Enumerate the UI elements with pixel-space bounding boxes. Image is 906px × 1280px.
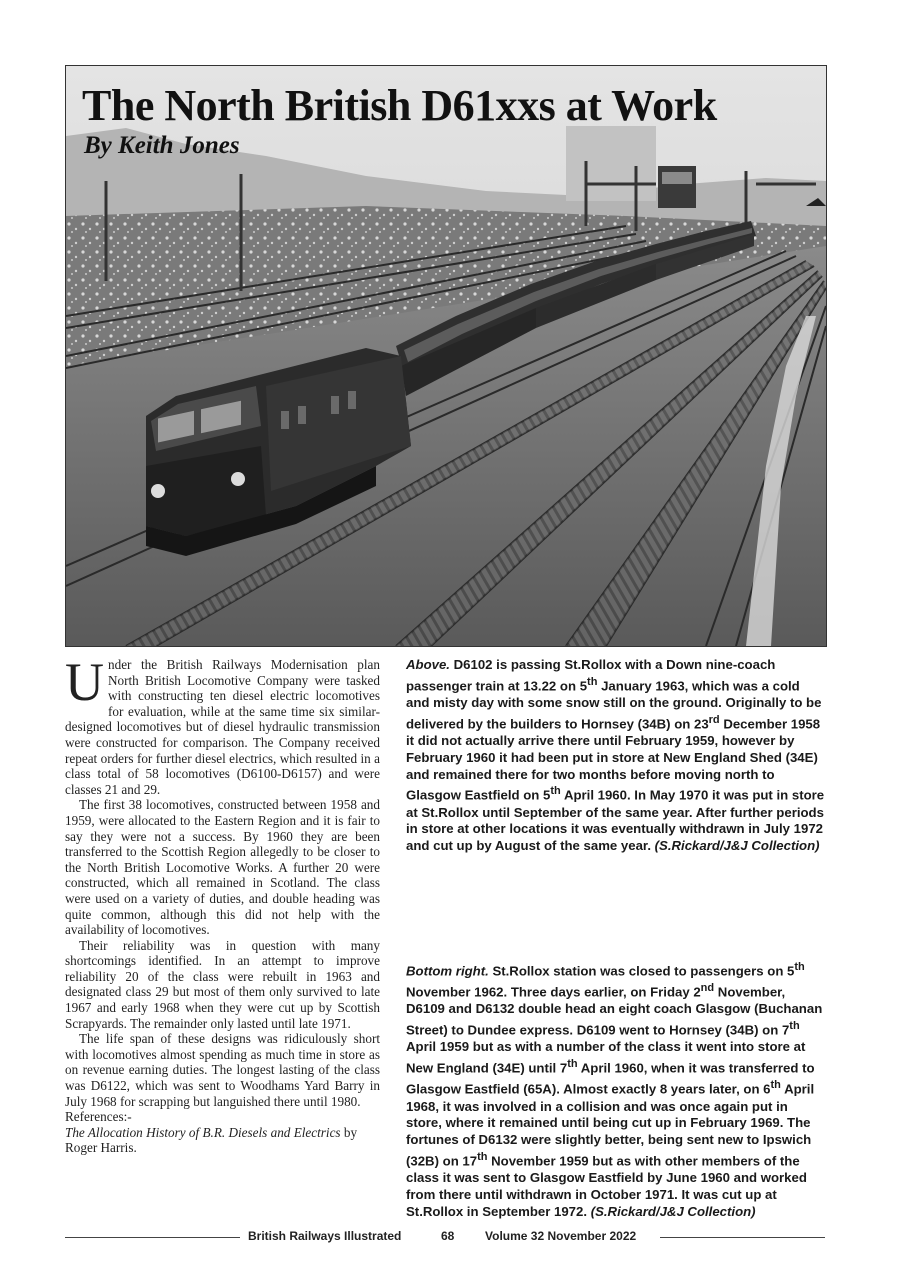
caption-above-part: January 1963, which was a cold and misty day with some snow still on the ground. Originally to be delivered by the builders to Hornsey (34B) on 23 xyxy=(406,678,822,732)
footer-rule-right xyxy=(660,1237,825,1238)
ordinal-suffix: th xyxy=(794,961,805,973)
ordinal-suffix: th xyxy=(770,1079,781,1092)
ordinal-suffix: th xyxy=(789,1020,800,1033)
article-title: The North British D61xxs at Work xyxy=(82,81,717,130)
body-paragraph-2: The first 38 locomotives, constructed between 1958 and 1959, were allocated to the Eastern Region and it is fair to say they were not a success. By 1960 they are been transferred to the Scottish Region allegedly to be closer to the North British Locomotive Works. A further 20 were constructed, which all remained in Scotland. The class were used on a variety of duties, and double heading was quite common, although this did not help with the availability of locomotives. xyxy=(65,797,380,938)
footer-volume: Volume 32 November 2022 xyxy=(485,1229,637,1243)
caption-above-credit: (S.Rickard/J&J Collection) xyxy=(654,838,820,854)
caption-bottom-right xyxy=(406,959,826,1221)
caption-bottom-text xyxy=(406,959,826,1221)
caption-bottom-part: November 1959 but as with other members of the class it was sent to Glasgow Eastfield by June 1960 and worked from there until withdrawn in October 1971. It was cut up at St.Rollox in September 1972. xyxy=(406,1153,807,1219)
caption-bottom-part: April 1959 but as with a number of the class it went into store at New England (34E) until 7 xyxy=(406,1039,806,1076)
caption-bottom-lead: Bottom right. xyxy=(406,963,489,979)
reference-author: by Roger Harris. xyxy=(65,1124,358,1156)
reference-title: The Allocation History of B.R. Diesels and Electrics xyxy=(65,1124,341,1140)
caption-above-part: December 1958 it did not actually arrive there until February 1959, however by February 1960 it had been put in store at New England Shed (34E) and remained there for two months before moving north to Glasgow Eastfield on 5 xyxy=(406,716,821,803)
ordinal-suffix: th xyxy=(550,785,561,798)
caption-bottom-part: November, D6109 and D6132 double head an eight coach Glasgow (Buchanan Street) to Dundee express. D6109 went to Hornsey (34B) on 7 xyxy=(406,984,823,1038)
references-label: References:- xyxy=(65,1109,132,1125)
signal-box-windows xyxy=(662,172,692,184)
caption-above-text xyxy=(406,657,826,855)
caption-bottom-credit: (S.Rickard/J&J Collection) xyxy=(590,1203,756,1219)
caption-above-part: D6102 is passing St.Rollox with a Down nine-coach passenger train at 13.22 on 5 xyxy=(406,657,776,694)
footer-publication: British Railways Illustrated xyxy=(248,1229,402,1243)
locomotive-photo xyxy=(65,65,827,647)
caption-bottom-part: November 1962. Three days earlier, on Friday 2 xyxy=(406,984,701,1000)
body-paragraph-1 xyxy=(65,652,380,797)
ordinal-suffix: th xyxy=(567,1058,578,1071)
page-footer xyxy=(65,1228,825,1248)
reference-entry xyxy=(65,1125,380,1156)
body-paragraph-3: Their reliability was in question with many shortcomings identified. In an attempt to improve reliability 20 of the class were rebuilt in 1963 and designated class 29 but most of them only survived to late 1967 and early 1968 when they were cut up by Scottish Scrapyards. The remainder only lasted until late 1971. xyxy=(65,937,380,1031)
body-paragraph-4: The life span of these designs was ridiculously short with locomotives almost spending as much time in store as on revenue earning duties. The longest lasting of the class was D6122, which was sent to Woodhams Yard Barry in July 1968 for scrapping but languished there until 1980. xyxy=(65,1031,380,1109)
distant-building xyxy=(566,126,656,201)
article-byline: By Keith Jones xyxy=(84,132,240,159)
footer-page-number: 68 xyxy=(441,1229,455,1243)
body-paragraph-1-text: nder the British Railways Modernisation plan North British Locomotive Company were tasked with constructing ten diesel electric locomotives for evaluation, while at the same time six similar-designed locomotives but of diesel hydraulic transmission were constructed for comparison. The Company received repeat orders for further diesel electrics, which resulted in a class total of 58 locomotives (D6100-D6157) and were classes 21 and 29. xyxy=(65,657,380,797)
footer-rule-left xyxy=(65,1237,240,1238)
caption-above-part: April 1960. In May 1970 it was put in store at St.Rollox until September of the same year. After further periods in store at other locations it was eventually withdrawn in July 1972 and cut up by August of the same year. xyxy=(406,787,825,854)
caption-bottom-part: April 1968, it was involved in a collision and was once again put in store, where it remained until being cut up in February 1969. The fortunes of D6132 were slightly better, being sent new to Ipswich (32B) on 17 xyxy=(406,1081,815,1169)
drop-cap: U xyxy=(65,652,104,712)
caption-above xyxy=(406,657,826,855)
ordinal-suffix: th xyxy=(477,1150,488,1163)
ordinal-suffix: th xyxy=(587,675,598,688)
ordinal-suffix: nd xyxy=(700,982,715,995)
caption-bottom-part: St.Rollox station was closed to passengers on 5 xyxy=(488,963,795,979)
caption-above-lead: Above. xyxy=(406,657,450,672)
article-body xyxy=(65,652,380,1156)
ordinal-suffix: rd xyxy=(708,713,720,726)
caption-bottom-part: April 1960, when it was transferred to Glasgow Eastfield (65A). Almost exactly 8 years later, on 6 xyxy=(406,1060,815,1097)
